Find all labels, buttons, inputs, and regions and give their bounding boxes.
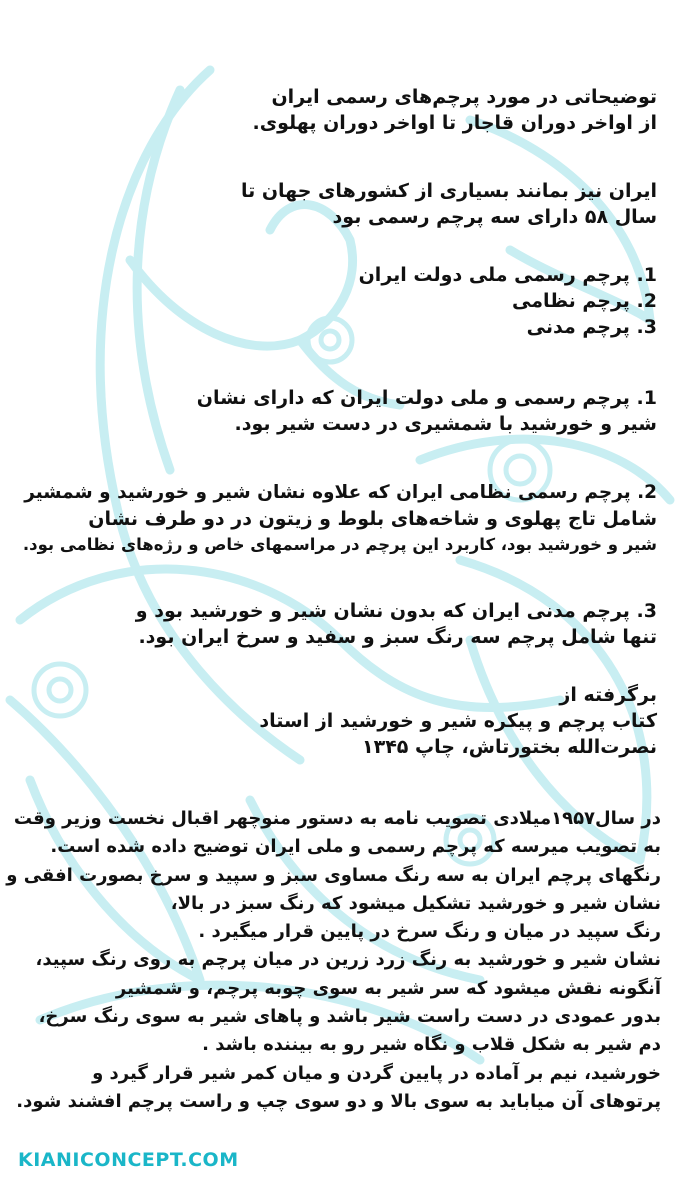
history-line: نشان شیر و خورشید به رنگ زرد زرین در میان پرچم به روی رنگ سپید، xyxy=(35,949,661,971)
source-line: کتاب پرچم و پیکره شیر و خورشید از استاد xyxy=(259,710,657,732)
section-line: 1. پرچم رسمی و ملی دولت ایران که دارای نشان xyxy=(196,387,657,409)
source-line: نصرت‌الله بختورتاش، چاپ ۱۳۴۵ xyxy=(362,736,657,758)
source-citation xyxy=(8,682,657,760)
title-line: از اواخر دوران قاجار تا اواخر دوران پهلوی. xyxy=(252,112,657,134)
flag-list xyxy=(8,262,657,340)
section-line: 3. پرچم مدنی ایران که بدون نشان شیر و خورشید بود و xyxy=(135,600,657,622)
section-civil-flag xyxy=(8,598,657,650)
section-line: شیر و خورشید با شمشیری در دست شیر بود. xyxy=(234,413,657,435)
intro-line: ایران نیز بمانند بسیاری از کشورهای جهان تا xyxy=(240,180,657,202)
history-line: آنگونه نقش میشود که سر شیر به سوی چوبه پرچم، و شمشیر xyxy=(115,977,661,999)
list-item: 1. پرچم رسمی ملی دولت ایران xyxy=(358,264,657,286)
history-line: رنگهای پرچم ایران به سه رنگ مساوی سبز و سپید و سرخ بصورت افقی و xyxy=(6,864,661,886)
history-line: رنگ سپید در میان و رنگ سرخ در پایین قرار میگیرد . xyxy=(198,921,661,943)
list-item: 2. پرچم نظامی xyxy=(512,290,657,312)
title-line: توضیحاتی در مورد پرچم‌های رسمی ایران xyxy=(271,86,657,108)
section-line: تنها شامل پرچم سه رنگ سبز و سفید و سرخ ایران بود. xyxy=(138,626,657,648)
website-link[interactable]: KIANICONCEPT.COM xyxy=(18,1149,239,1171)
section-line: 2. پرچم رسمی نظامی ایران که علاوه نشان شیر و خورشید و شمشیر xyxy=(24,482,657,503)
section-line: شامل تاج پهلوی و شاخه‌های بلوط و زیتون در دو طرف نشان xyxy=(88,508,657,530)
title-block xyxy=(8,84,657,136)
source-line: برگرفته از xyxy=(559,684,657,706)
list-item: 3. پرچم مدنی xyxy=(526,316,657,338)
section-official-flag xyxy=(8,385,657,437)
history-line: پرتوهای آن میاباید به سوی بالا و دو سوی چپ و راست پرچم افشند شود. xyxy=(16,1090,661,1112)
history-line: نشان شیر و خورشید تشکیل میشود که رنگ سبز در بالا، xyxy=(170,892,661,914)
history-line: در سال۱۹۵۷میلادی تصویب نامه به دستور منوچهر اقبال نخست وزیر وقت xyxy=(13,808,661,829)
section-military-flag xyxy=(8,480,657,558)
section-line: شیر و خورشید بود، کاربرد این پرچم در مراسمهای خاص و رژه‌های نظامی بود. xyxy=(22,535,657,554)
intro-paragraph xyxy=(8,178,657,230)
history-line: بدور عمودی در دست راست شیر باشد و پاهای شیر به سوی رنگ سرخ، xyxy=(38,1006,661,1028)
history-line: خورشید، نیم بر آماده در پایین گردن و میان کمر شیر قرار گیرد و xyxy=(92,1062,661,1084)
history-line: دم شیر به شکل قلاب و نگاه شیر رو به بیننده باشد . xyxy=(202,1034,661,1056)
history-line: به تصویب میرسه که پرچم رسمی و ملی ایران توضیح داده شده است. xyxy=(50,836,661,858)
history-paragraph xyxy=(6,805,661,1116)
intro-line: سال ۵۸ دارای سه پرچم رسمی بود xyxy=(332,206,657,228)
